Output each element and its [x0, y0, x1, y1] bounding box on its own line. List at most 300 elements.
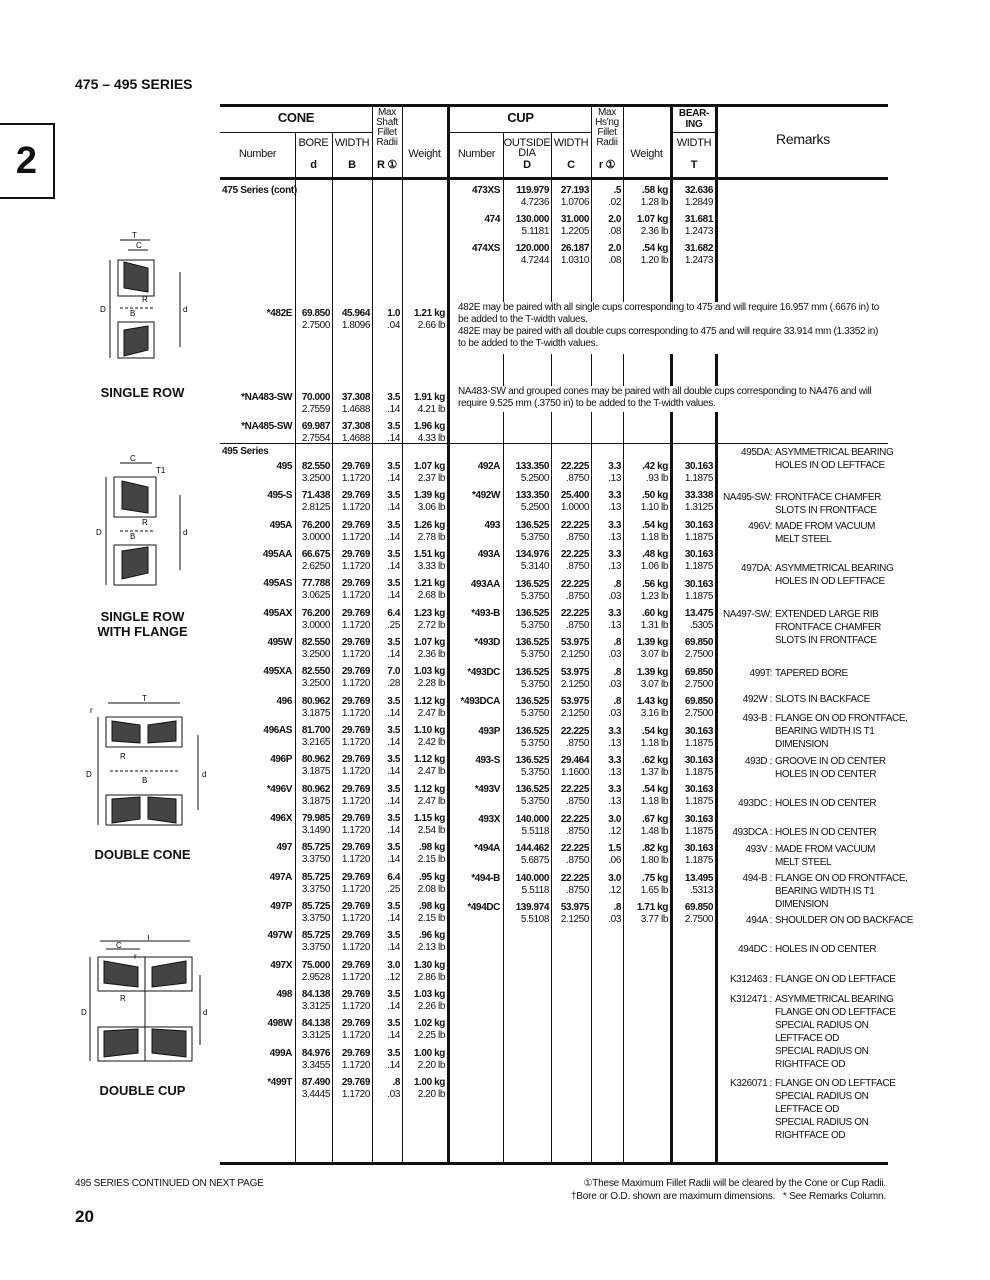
cup-bearing-width-cell [671, 726, 713, 750]
cone-bore-imperial: 2.9528 [301, 971, 330, 983]
table-top-rule [220, 104, 888, 107]
cup-weight-imperial: 1.48 lb [640, 825, 668, 837]
cone-number: 495AS [263, 578, 292, 590]
cup-width-cell [551, 873, 589, 897]
diagram-letter: r [90, 706, 93, 715]
cone-number: 496AS [263, 724, 292, 736]
remark-part-number: 499T: [749, 668, 772, 679]
bearing-group-rule [671, 132, 716, 133]
cup-housing-radius-imperial: .08 [608, 255, 621, 266]
cone-bore-cell [295, 578, 330, 602]
cup-housing-radius-metric: .8 [613, 696, 621, 708]
cone-width-metric: 29.769 [341, 930, 370, 942]
outside-dia-symbol: D [523, 159, 531, 171]
cone-width-imperial: 1.4688 [341, 404, 370, 415]
cone-weight-metric: 1.96 kg [413, 421, 445, 432]
cone-weight-cell [402, 490, 445, 514]
cup-bearing-width-cell [671, 902, 713, 926]
cone-width-cell [332, 520, 370, 544]
cone-bore-imperial: 2.7554 [301, 433, 330, 444]
cone-weight-imperial: 2.15 lb [417, 912, 445, 924]
cone-weight-cell [402, 1048, 445, 1072]
cup-outside-dia-metric: 136.525 [515, 608, 549, 619]
remark-text: FRONTFACE CHAMFER SLOTS IN FRONTFACE [775, 492, 881, 516]
cone-width-imperial: 1.8096 [341, 320, 370, 331]
cup-housing-radius-cell [591, 608, 621, 632]
cone-bore-metric: 81.700 [301, 724, 330, 736]
cup-outside-dia-imperial: 4.7236 [520, 197, 549, 208]
cup-width-imperial: 2.1250 [560, 678, 589, 690]
cup-number: *492W [471, 490, 500, 502]
cone-width-cell [332, 842, 370, 866]
diagram-letter: D [86, 770, 92, 779]
cup-weight-imperial: 1.31 lb [640, 620, 668, 631]
cone-number: 497 [276, 842, 292, 854]
cup-outside-dia-cell [503, 902, 549, 926]
cone-shaft-radius-imperial: .14 [387, 736, 400, 748]
cup-weight-cell [623, 185, 668, 209]
cone-bore-cell [295, 872, 330, 896]
cone-number: *499T [267, 1076, 292, 1088]
cone-weight-imperial: 2.28 lb [417, 678, 445, 690]
cone-shaft-radius-metric: 3.5 [387, 548, 400, 560]
cone-shaft-radius-metric: 7.0 [387, 666, 400, 678]
cup-bearing-width-imperial: 1.2473 [684, 255, 713, 266]
cone-width-cell [332, 308, 370, 332]
cone-shaft-radius-imperial: .04 [387, 320, 400, 331]
cup-outside-dia-imperial: 5.3750 [520, 649, 549, 661]
cup-weight-metric: 1.07 kg [636, 214, 668, 225]
cup-width-cell [551, 461, 589, 485]
cone-shaft-radius-imperial: .14 [387, 942, 400, 954]
cone-bore-metric: 82.550 [301, 666, 330, 678]
cup-weight-cell [623, 490, 668, 514]
diagram-letter: d [183, 528, 188, 537]
column-divider [715, 106, 718, 1162]
cup-width-metric: 53.975 [560, 696, 589, 708]
remark-text: MADE FROM VACUUM MELT STEEL [775, 844, 876, 868]
cup-outside-dia-cell [503, 608, 549, 632]
cone-bore-imperial: 3.2500 [301, 648, 330, 660]
cone-shaft-radius-imperial: .14 [387, 590, 400, 602]
cup-outside-dia-imperial: 5.3750 [520, 796, 549, 808]
cup-bearing-width-cell [671, 549, 713, 573]
cup-outside-dia-metric: 136.525 [515, 637, 549, 649]
column-divider [447, 106, 450, 1162]
cup-weight-metric: .54 kg [642, 725, 668, 737]
cone-width-imperial: 1.1720 [341, 912, 370, 924]
cone-bore-metric: 82.550 [301, 636, 330, 648]
cone-weight-cell [402, 666, 445, 690]
cone-weight-imperial: 2.42 lb [417, 736, 445, 748]
cup-width-imperial: .8750 [565, 561, 589, 573]
cone-weight-cell [402, 930, 445, 954]
cone-weight-imperial: 2.47 lb [417, 795, 445, 807]
cone-number: 496P [270, 754, 292, 766]
cup-bearing-width-cell [671, 490, 713, 514]
cup-bearing-width-metric: 13.495 [684, 872, 713, 884]
diagram-letter: d [183, 305, 188, 314]
cup-width-cell [551, 520, 589, 544]
cone-weight-imperial: 2.15 lb [417, 854, 445, 866]
cone-shaft-radius-imperial: .14 [387, 473, 400, 484]
cone-bore-metric: 80.962 [301, 754, 330, 766]
cone-weight-cell [402, 989, 445, 1013]
cone-shaft-radius-cell [372, 666, 400, 690]
cone-bore-metric: 76.200 [301, 519, 330, 531]
cone-weight-cell [402, 960, 445, 984]
cone-bore-cell [295, 520, 330, 544]
cup-bearing-width-cell [671, 696, 713, 720]
cup-weight-imperial: 3.77 lb [640, 914, 668, 925]
cup-bearing-width-imperial: 2.7500 [684, 914, 713, 925]
cone-bore-imperial: 3.3750 [301, 942, 330, 954]
cup-weight-imperial: 1.28 lb [640, 197, 668, 208]
cone-width-metric: 37.308 [341, 421, 370, 432]
cup-number: 493X [478, 813, 500, 825]
cup-housing-radius-imperial: .03 [608, 590, 621, 602]
diagram-letter: T [146, 935, 151, 942]
cup-outside-dia-cell [503, 637, 549, 661]
cone-weight-metric: 1.12 kg [413, 695, 445, 707]
cup-width-cell [551, 549, 589, 573]
cone-bore-cell [295, 754, 330, 778]
cup-outside-dia-cell [503, 784, 549, 808]
cone-number: 497X [270, 959, 292, 971]
housing-radii-symbol: r ① [598, 159, 616, 171]
cone-bore-imperial: 3.3125 [301, 1030, 330, 1042]
cone-weight-metric: 1.23 kg [413, 607, 445, 619]
cup-width-metric: 53.975 [560, 666, 589, 678]
cup-outside-dia-cell [503, 667, 549, 691]
cone-bore-cell [295, 696, 330, 720]
cup-outside-dia-cell [503, 726, 549, 750]
cone-header: CONE [277, 110, 315, 125]
cone-weight-imperial: 3.33 lb [417, 560, 445, 572]
cone-width-cell [332, 1077, 370, 1101]
cup-number: *493V [474, 784, 500, 796]
cup-bearing-width-cell [671, 755, 713, 779]
cup-weight-cell [623, 873, 668, 897]
cup-outside-dia-metric: 120.000 [515, 243, 549, 254]
cup-weight-metric: 1.71 kg [636, 902, 668, 913]
cone-width-imperial: 1.1720 [341, 560, 370, 572]
remark-part-number: K312471 : [730, 994, 772, 1005]
cone-bore-metric: 84.138 [301, 988, 330, 1000]
cup-width-metric: 29.464 [560, 755, 589, 766]
cone-weight-metric: 1.15 kg [413, 812, 445, 824]
cone-weight-imperial: 2.66 lb [417, 320, 445, 331]
cup-outside-dia-cell [503, 185, 549, 209]
cone-bore-imperial: 3.3125 [301, 1000, 330, 1012]
cone-width-imperial: 1.1720 [341, 736, 370, 748]
cup-outside-dia-imperial: 5.2500 [520, 473, 549, 484]
cup-number-header: Number [457, 148, 496, 160]
cone-shaft-radius-cell [372, 490, 400, 514]
cup-width-cell [551, 843, 589, 867]
diagram-letter: C [136, 241, 142, 250]
cone-bore-metric: 66.675 [301, 548, 330, 560]
cone-bore-metric: 82.550 [301, 461, 330, 472]
cup-outside-dia-imperial: 5.3750 [520, 737, 549, 749]
cone-weight-cell [402, 872, 445, 896]
cup-outside-dia-imperial: 5.6875 [520, 855, 549, 867]
cone-weight-cell [402, 754, 445, 778]
cone-bore-metric: 79.985 [301, 812, 330, 824]
cone-width-symbol: B [348, 159, 356, 171]
cup-number: 493AA [470, 578, 500, 590]
cup-housing-radius-imperial: .13 [608, 737, 621, 749]
cup-weight-metric: .42 kg [642, 461, 668, 472]
cup-weight-cell [623, 726, 668, 750]
remark-part-number: 493DC : [738, 798, 772, 809]
cone-shaft-radius-metric: 3.5 [387, 461, 400, 472]
cone-bore-imperial: 2.7559 [301, 404, 330, 415]
cone-width-imperial: 1.1720 [341, 1059, 370, 1071]
cone-width-metric: 37.308 [341, 392, 370, 403]
cone-shaft-radius-imperial: .14 [387, 795, 400, 807]
cup-width-metric: 53.975 [560, 637, 589, 649]
cone-width-metric: 29.769 [341, 636, 370, 648]
cone-weight-header: Weight [408, 148, 441, 160]
cone-shaft-radius-cell [372, 960, 400, 984]
cone-width-metric: 29.769 [341, 490, 370, 502]
cup-outside-dia-imperial: 5.3750 [520, 708, 549, 720]
bore-symbol: d [310, 159, 317, 171]
cup-bearing-width-imperial: 1.2473 [684, 226, 713, 237]
remark-text: FLANGE ON OD LEFTFACE SPECIAL RADIUS ON LEFTFACE OD SPECIAL RADIUS ON RIGHTFACE OD [775, 1078, 896, 1141]
cup-outside-dia-imperial: 5.3750 [520, 590, 549, 602]
cup-width-imperial: .8750 [565, 531, 589, 543]
cup-weight-metric: .56 kg [642, 578, 668, 590]
cup-bearing-width-imperial: 1.1875 [684, 473, 713, 484]
cone-weight-cell [402, 608, 445, 632]
cup-bearing-width-imperial: 2.7500 [684, 649, 713, 661]
cone-number: 495-S [267, 490, 292, 502]
cone-bore-imperial: 3.3750 [301, 854, 330, 866]
cup-weight-cell [623, 696, 668, 720]
cone-number: *482E [266, 308, 292, 319]
cup-width-imperial: 1.1600 [560, 767, 589, 778]
cup-weight-metric: 1.39 kg [636, 666, 668, 678]
bearing-header: BEAR- ING [678, 108, 710, 130]
cup-group-rule [448, 132, 591, 133]
cup-outside-dia-metric: 136.525 [515, 725, 549, 737]
cone-shaft-radius-imperial: .14 [387, 854, 400, 866]
cone-shaft-radius-cell [372, 1018, 400, 1042]
remark-text: SLOTS IN BACKFACE [775, 694, 870, 705]
cup-width-imperial: .8750 [565, 737, 589, 749]
cup-width-imperial: .8750 [565, 590, 589, 602]
cone-bore-cell [295, 813, 330, 837]
cone-width-cell [332, 490, 370, 514]
cone-shaft-radius-metric: 3.5 [387, 842, 400, 854]
cone-weight-cell [402, 842, 445, 866]
cone-width-cell [332, 549, 370, 573]
cone-weight-imperial: 2.37 lb [417, 473, 445, 484]
cup-housing-radius-cell [591, 696, 621, 720]
cup-bearing-width-metric: 31.681 [684, 214, 713, 225]
cone-shaft-radius-cell [372, 637, 400, 661]
cup-weight-imperial: 1.23 lb [640, 590, 668, 602]
cup-outside-dia-metric: 136.525 [515, 755, 549, 766]
cone-width-cell [332, 461, 370, 485]
cone-width-metric: 29.769 [341, 988, 370, 1000]
cone-bore-metric: 87.490 [301, 1076, 330, 1088]
single-row-label: SINGLE ROW [100, 385, 185, 400]
cup-width-symbol: C [567, 159, 575, 171]
cone-bore-metric: 71.438 [301, 490, 330, 502]
cup-housing-radius-imperial: .13 [608, 620, 621, 631]
cone-weight-metric: 1.21 kg [413, 578, 445, 590]
cup-bearing-width-cell [671, 608, 713, 632]
cone-bore-imperial: 3.0625 [301, 590, 330, 602]
cone-weight-imperial: 2.54 lb [417, 824, 445, 836]
cone-bore-cell [295, 461, 330, 485]
cup-outside-dia-metric: 144.462 [515, 843, 549, 855]
cup-outside-dia-imperial: 5.3750 [520, 678, 549, 690]
cup-number: 492A [477, 461, 500, 472]
remark-text: HOLES IN OD CENTER [775, 798, 877, 809]
remark-part-number: 495DA: [741, 447, 772, 458]
cup-housing-radius-imperial: .06 [608, 855, 621, 867]
cone-weight-imperial: 2.68 lb [417, 590, 445, 602]
cone-width-metric: 45.964 [341, 308, 370, 319]
remark-part-number: NA495-SW: [722, 492, 772, 503]
cone-width-metric: 29.769 [341, 578, 370, 590]
cup-housing-radius-cell [591, 185, 621, 209]
cup-housing-radius-imperial: .13 [608, 561, 621, 573]
cone-bore-cell [295, 490, 330, 514]
cone-weight-imperial: 2.26 lb [417, 1000, 445, 1012]
cone-bore-metric: 80.962 [301, 783, 330, 795]
fillet-footnote: ①These Maximum Fillet Radii will be cleared by the Cone or Cup Radii. [583, 1178, 886, 1189]
double-cup-label: DOUBLE CUP [99, 1083, 186, 1098]
cup-width-metric: 22.225 [560, 549, 589, 561]
cone-width-header: WIDTH [334, 137, 370, 149]
cone-weight-imperial: 2.78 lb [417, 531, 445, 543]
cone-bore-metric: 69.850 [301, 308, 330, 319]
housing-radii-header: Max Hs'ng Fillet Radii [595, 107, 619, 148]
remark-part-number: K326071 : [730, 1078, 772, 1089]
cone-shaft-radius-metric: 3.5 [387, 1018, 400, 1030]
cup-width-metric: 22.225 [560, 784, 589, 796]
cup-housing-radius-metric: .8 [613, 578, 621, 590]
cup-number: *493DC [467, 666, 500, 678]
cone-bore-metric: 84.976 [301, 1047, 330, 1059]
cup-outside-dia-imperial: 5.2500 [520, 502, 549, 514]
cone-shaft-radius-metric: 3.5 [387, 519, 400, 531]
cup-housing-radius-imperial: .13 [608, 767, 621, 778]
cup-width-cell [551, 726, 589, 750]
cup-bearing-width-cell [671, 637, 713, 661]
cup-number: 473XS [471, 185, 500, 196]
cone-width-metric: 29.769 [341, 871, 370, 883]
cup-housing-radius-metric: 3.3 [608, 490, 621, 502]
cone-bore-metric: 76.200 [301, 607, 330, 619]
single-row-flange-diagram [90, 455, 200, 605]
cone-width-cell [332, 960, 370, 984]
cone-weight-metric: 1.12 kg [413, 783, 445, 795]
cone-bore-cell [295, 960, 330, 984]
cone-shaft-radius-cell [372, 549, 400, 573]
cup-weight-cell [623, 608, 668, 632]
cup-number: 493A [477, 549, 500, 561]
cone-weight-cell [402, 1077, 445, 1101]
cup-width-imperial: 1.0310 [560, 255, 589, 266]
cup-width-cell [551, 755, 589, 779]
cone-bore-cell [295, 930, 330, 954]
page-title: 475 – 495 SERIES [75, 76, 193, 92]
cup-housing-radius-metric: 3.0 [608, 872, 621, 884]
cone-weight-imperial: 2.72 lb [417, 619, 445, 631]
cone-bore-cell [295, 842, 330, 866]
cone-weight-imperial: 2.47 lb [417, 766, 445, 778]
cone-weight-metric: 1.00 kg [413, 1076, 445, 1088]
cup-bearing-width-imperial: 1.1875 [684, 825, 713, 837]
cup-outside-dia-imperial: 5.1181 [521, 226, 549, 237]
remark-part-number: 493DCA : [732, 827, 772, 838]
cup-housing-radius-imperial: .03 [608, 914, 621, 925]
cup-housing-radius-metric: 3.3 [608, 784, 621, 796]
cone-weight-imperial: 2.20 lb [417, 1088, 445, 1100]
cone-width-imperial: 1.1720 [341, 1000, 370, 1012]
cone-weight-metric: 1.10 kg [413, 724, 445, 736]
diagram-letter: C [116, 941, 122, 950]
cup-bearing-width-cell [671, 520, 713, 544]
cup-weight-imperial: 1.37 lb [640, 767, 668, 778]
cup-housing-radius-cell [591, 667, 621, 691]
remark-part-number: 493-B : [742, 713, 772, 724]
cone-width-metric: 29.769 [341, 548, 370, 560]
cone-shaft-radius-cell [372, 725, 400, 749]
cup-housing-radius-cell [591, 873, 621, 897]
cone-weight-metric: 1.12 kg [413, 754, 445, 766]
cone-bore-metric: 69.987 [301, 421, 330, 432]
cup-outside-dia-metric: 133.350 [515, 461, 549, 472]
remark-text: TAPERED BORE [775, 668, 848, 679]
cup-width-cell [551, 243, 589, 267]
cup-housing-radius-metric: 3.3 [608, 461, 621, 472]
cone-weight-metric: 1.07 kg [413, 636, 445, 648]
cone-shaft-radius-imperial: .14 [387, 404, 400, 415]
diagram-letter: d [203, 1008, 208, 1017]
cone-width-imperial: 1.1720 [341, 590, 370, 602]
cone-weight-metric: 1.91 kg [413, 392, 445, 403]
cup-housing-radius-imperial: .13 [608, 531, 621, 543]
cone-shaft-radius-imperial: .25 [387, 619, 400, 631]
cup-outside-dia-cell [503, 243, 549, 267]
cup-outside-dia-imperial: 5.3140 [520, 561, 549, 573]
cup-weight-imperial: 1.80 lb [640, 855, 668, 867]
cup-bearing-width-metric: 30.163 [684, 784, 713, 796]
cup-weight-imperial: 3.16 lb [640, 708, 668, 720]
cone-shaft-radius-cell [372, 754, 400, 778]
cone-shaft-radius-metric: 3.5 [387, 783, 400, 795]
cup-number: *494DC [467, 902, 500, 913]
cone-width-imperial: 1.1720 [341, 502, 370, 514]
cup-width-imperial: 1.2205 [560, 226, 589, 237]
single-row-diagram [90, 232, 200, 382]
cone-weight-metric: 1.03 kg [413, 666, 445, 678]
cone-shaft-radius-metric: 3.5 [387, 900, 400, 912]
cup-bearing-width-imperial: 1.1875 [684, 531, 713, 543]
cup-width-cell [551, 814, 589, 838]
cone-shaft-radius-cell [372, 1048, 400, 1072]
cone-bore-cell [295, 1077, 330, 1101]
cup-width-metric: 22.225 [560, 461, 589, 472]
cone-width-cell [332, 1048, 370, 1072]
